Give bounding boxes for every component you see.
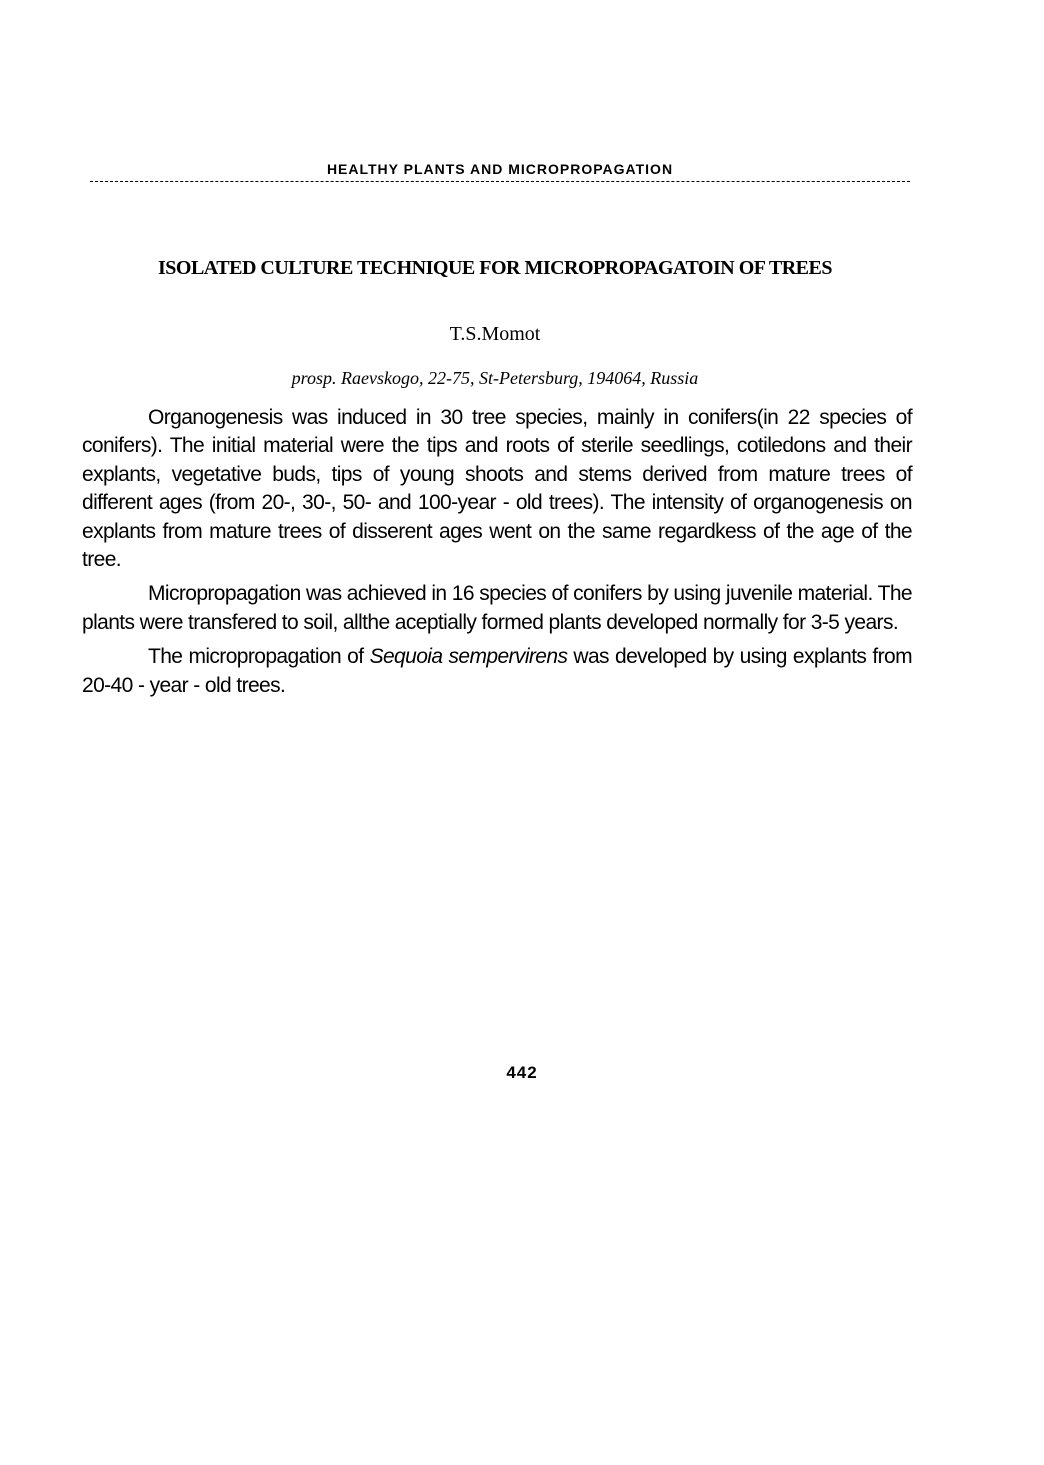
page-number: 442	[506, 1063, 538, 1082]
body-paragraph	[82, 643, 912, 700]
article-title: ISOLATED CULTURE TECHNIQUE FOR MICROPROPAGATOIN OF TREES	[158, 257, 832, 279]
running-header: HEALTHY PLANTS AND MICROPROPAGATION	[326, 161, 674, 177]
article-body	[82, 404, 912, 706]
header-rule	[90, 181, 910, 182]
paragraph-text: was developed by using explants from 20-40 - year - old trees.	[82, 645, 913, 697]
article-author: T.S.Momot	[449, 323, 541, 345]
author-affiliation: prosp. Raevskogo, 22-75, St-Petersburg, 194064, Russia	[291, 368, 699, 388]
species-name: Sequoia sempervirens	[369, 645, 568, 669]
paragraph-text: The micropropagation of	[148, 645, 370, 669]
body-paragraph: Micropropagation was achieved in 16 species of conifers by using juvenile material. The plants were transfered to soil, allthe aceptially formed plants developed normally for 3-5 years.	[82, 582, 912, 634]
body-paragraph: Organogenesis was induced in 30 tree species, mainly in conifers(in 22 species of conifers). The initial material were the tips and roots of sterile seedlings, cotiledons and their explants, vegetative buds, tips of young shoots and stems derived from mature trees of different ages (from 20-, 30-, 50- and 100-year - old trees). The intensity of organogenesis on explants from mature trees of disserent ages went on the same regardkess of the age of the tree.	[82, 406, 912, 572]
